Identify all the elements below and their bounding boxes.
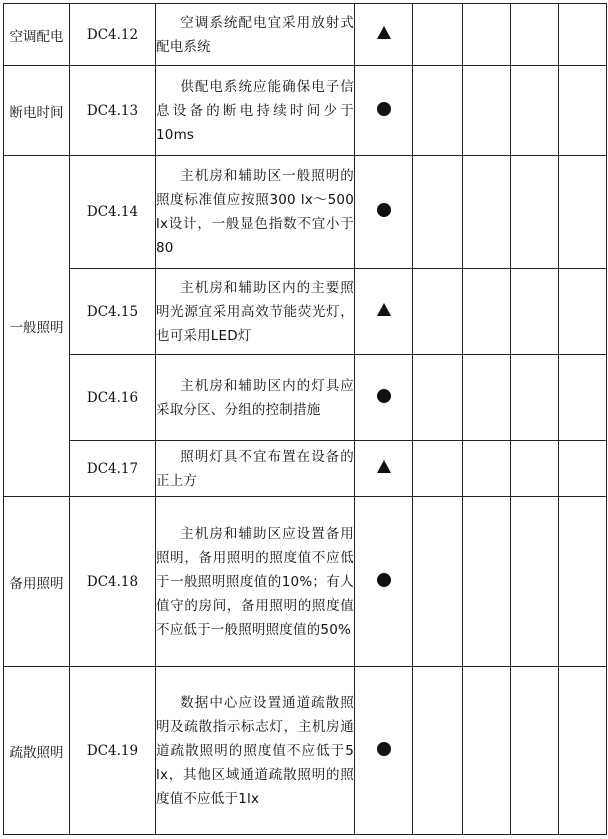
table-row [4, 667, 607, 835]
blank-cell [463, 156, 511, 269]
blank-cell [413, 441, 463, 497]
table-row [4, 269, 607, 355]
code-cell: DC4.19 [70, 667, 156, 835]
blank-cell [413, 156, 463, 269]
blank-cell [511, 497, 559, 667]
table-row [4, 497, 607, 667]
triangle-icon [377, 26, 391, 39]
table-row [4, 66, 607, 156]
blank-cell [559, 355, 607, 441]
code-cell: DC4.15 [70, 269, 156, 355]
blank-cell [413, 66, 463, 156]
circle-icon [377, 742, 391, 756]
table-row [4, 355, 607, 441]
blank-cell [413, 497, 463, 667]
blank-cell [463, 441, 511, 497]
code-cell: DC4.17 [70, 441, 156, 497]
table-row [4, 4, 607, 66]
blank-cell [559, 441, 607, 497]
blank-cell [463, 355, 511, 441]
blank-cell [413, 4, 463, 66]
mark-cell [355, 269, 413, 355]
blank-cell [463, 269, 511, 355]
circle-icon [377, 573, 391, 587]
blank-cell [463, 4, 511, 66]
mark-cell [355, 355, 413, 441]
blank-cell [559, 66, 607, 156]
blank-cell [511, 4, 559, 66]
blank-cell [559, 497, 607, 667]
mark-cell [355, 4, 413, 66]
category-cell: 断电时间 [4, 66, 70, 156]
code-cell: DC4.13 [70, 66, 156, 156]
blank-cell [511, 156, 559, 269]
code-cell: DC4.18 [70, 497, 156, 667]
circle-icon [377, 389, 391, 403]
mark-cell [355, 497, 413, 667]
blank-cell [413, 355, 463, 441]
blank-cell [559, 269, 607, 355]
blank-cell [559, 667, 607, 835]
category-cell: 一般照明 [4, 156, 70, 497]
requirement-cell: 主机房和辅助区内的灯具应采取分区、分组的控制措施 [156, 355, 355, 441]
circle-icon [377, 203, 391, 217]
blank-cell [511, 441, 559, 497]
circle-icon [377, 102, 391, 116]
code-cell: DC4.12 [70, 4, 156, 66]
mark-cell [355, 66, 413, 156]
spec-table [3, 3, 607, 835]
requirement-cell: 主机房和辅助区一般照明的照度标准值应按照300 lx～500 lx设计，一般显色指数不宜小于80 [156, 156, 355, 269]
blank-cell [559, 156, 607, 269]
category-cell: 疏散照明 [4, 667, 70, 835]
table-row [4, 156, 607, 269]
requirement-cell: 空调系统配电宜采用放射式配电系统 [156, 4, 355, 66]
blank-cell [413, 269, 463, 355]
blank-cell [463, 66, 511, 156]
blank-cell [463, 667, 511, 835]
mark-cell [355, 156, 413, 269]
requirement-cell: 数据中心应设置通道疏散照明及疏散指示标志灯，主机房通道疏散照明的照度值不应低于5 lx，其他区域通道疏散照明的照度值不应低于1lx [156, 667, 355, 835]
table-row [4, 441, 607, 497]
blank-cell [511, 355, 559, 441]
requirement-cell: 照明灯具不宜布置在设备的正上方 [156, 441, 355, 497]
code-cell: DC4.16 [70, 355, 156, 441]
blank-cell [413, 667, 463, 835]
requirement-cell: 供配电系统应能确保电子信息设备的断电持续时间少于10ms [156, 66, 355, 156]
mark-cell [355, 441, 413, 497]
category-cell: 备用照明 [4, 497, 70, 667]
requirement-cell: 主机房和辅助区应设置备用照明，备用照明的照度值不应低于一般照明照度值的10%；有人值守的房间，备用照明的照度值不应低于一般照明照度值的50% [156, 497, 355, 667]
mark-cell [355, 667, 413, 835]
triangle-icon [377, 460, 391, 473]
blank-cell [463, 497, 511, 667]
blank-cell [559, 4, 607, 66]
code-cell: DC4.14 [70, 156, 156, 269]
triangle-icon [377, 303, 391, 316]
blank-cell [511, 66, 559, 156]
category-cell: 空调配电 [4, 4, 70, 66]
blank-cell [511, 667, 559, 835]
requirement-cell: 主机房和辅助区内的主要照明光源宜采用高效节能荧光灯，也可采用LED灯 [156, 269, 355, 355]
blank-cell [511, 269, 559, 355]
